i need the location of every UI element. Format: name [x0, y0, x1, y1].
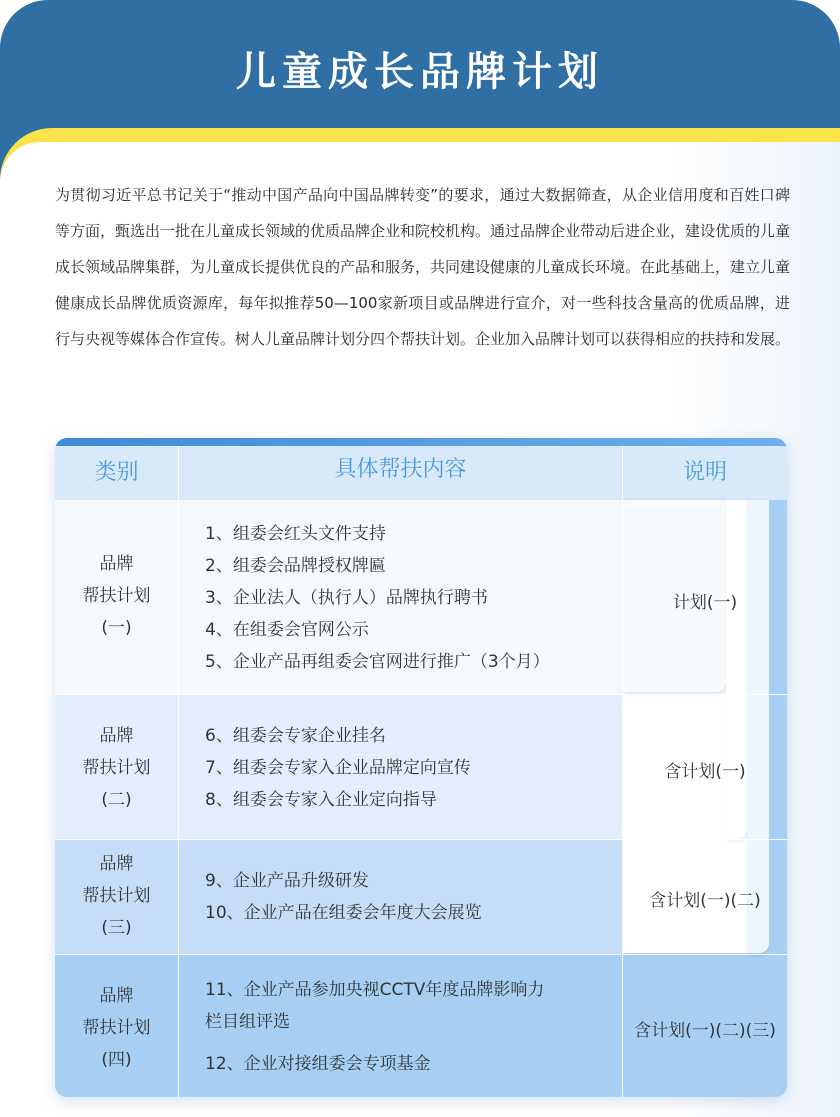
row-note: 含计划(一)(二): [649, 891, 761, 911]
row-items: [205, 974, 605, 1080]
row-items: [205, 720, 605, 816]
list-item: 4、在组委会官网公示: [205, 620, 369, 640]
list-item: 3、企业法人（执行人）品牌执行聘书: [205, 588, 488, 608]
row-category: 品牌 帮扶计划 (二): [82, 726, 151, 810]
column-divider: [178, 446, 179, 1097]
row-divider: [55, 694, 787, 695]
row-divider: [55, 954, 787, 955]
list-item: 栏目组评选: [205, 1012, 290, 1032]
table-top-bar: [55, 438, 787, 446]
row-category: 品牌 帮扶计划 (四): [82, 986, 151, 1070]
row-note: 含计划(一)(二)(三): [634, 1021, 776, 1041]
plan-table: [55, 438, 787, 1097]
list-item: 10、企业产品在组委会年度大会展览: [205, 903, 482, 923]
list-item: 11、企业产品参加央视CCTV年度品牌影响力: [205, 980, 545, 1000]
step-edge: [726, 500, 747, 839]
header-category: 类别: [94, 460, 139, 485]
header-note: 说明: [682, 460, 727, 485]
list-item: 12、企业对接组委会专项基金: [205, 1054, 431, 1074]
list-item: 6、组委会专家企业挂名: [205, 726, 386, 746]
list-item: 2、组委会品牌授权牌匾: [205, 556, 386, 576]
row-items: [205, 518, 605, 678]
list-item: 7、组委会专家入企业品牌定向宣传: [205, 758, 471, 778]
intro-paragraph: 为贯彻习近平总书记关于“推动中国产品向中国品牌转变”的要求，通过大数据筛查，从企业信用度和百姓口碑等方面，甄选出一批在儿童成长领域的优质品牌企业和院校机构。通过品牌企业带动后进企业，建设优质的儿童成长领域品牌集群，为儿童成长提供优良的产品和服务，共同建设健康的儿童成长环境。在此基础上，建立儿童健康成长品牌优质资源库，每年拟推荐50—100家新项目或品牌进行宣介，对一些科技含量高的优质品牌，进行与央视等媒体合作宣传。树人儿童品牌计划分四个帮扶计划。企业加入品牌计划可以获得相应的扶持和发展。: [55, 186, 791, 348]
row-items: [205, 865, 605, 929]
row-divider: [55, 839, 787, 840]
row-note: 含计划(一): [664, 762, 746, 782]
list-item: 1、组委会红头文件支持: [205, 524, 386, 544]
list-item: 9、企业产品升级研发: [205, 871, 369, 891]
row-category: 品牌 帮扶计划 (一): [82, 554, 151, 638]
list-item: 8、组委会专家入企业定向指导: [205, 790, 437, 810]
row-note: 计划(一): [672, 593, 738, 613]
header-content: 具体帮扶内容: [334, 457, 467, 482]
list-item: 5、企业产品再组委会官网进行推广（3个月）: [205, 652, 550, 672]
row-category: 品牌 帮扶计划 (三): [82, 854, 151, 938]
page-title: 儿童成长品牌计划: [236, 49, 604, 95]
